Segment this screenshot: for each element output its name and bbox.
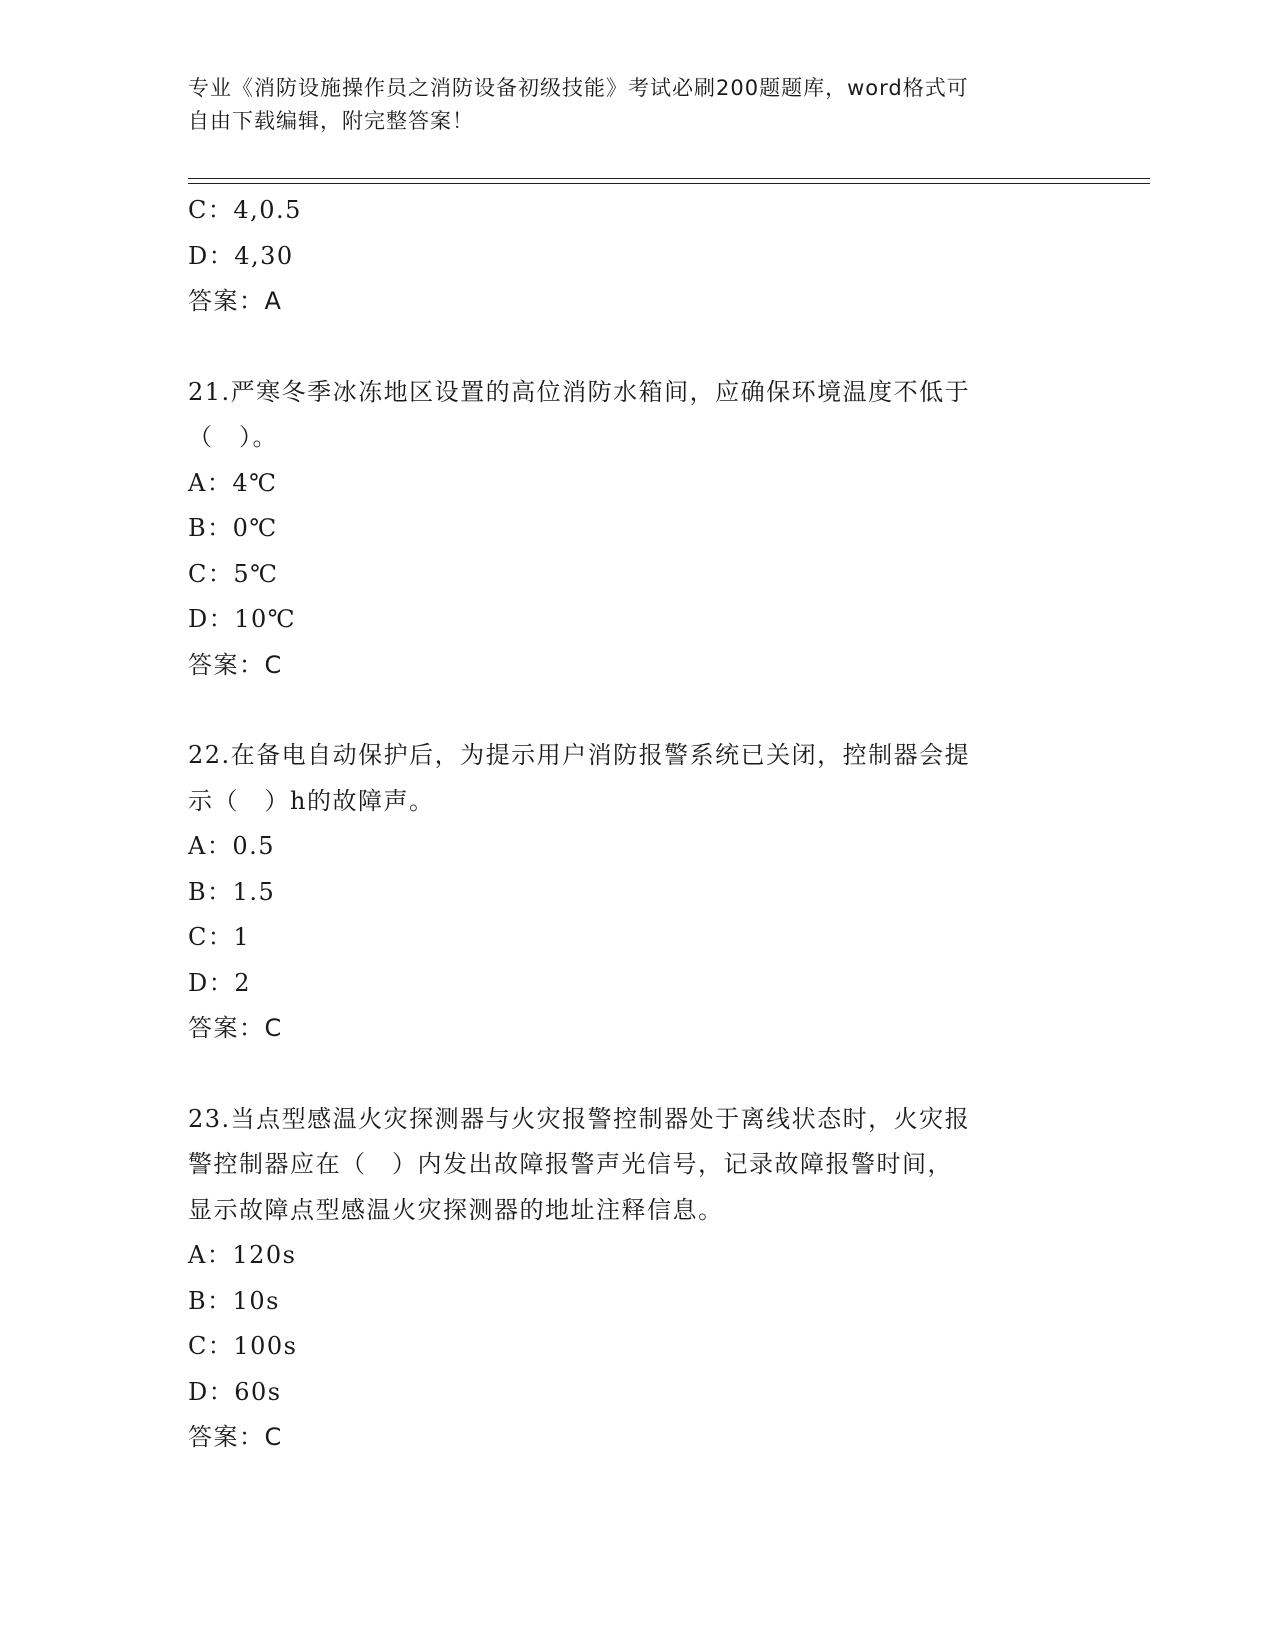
option-a: A：0.5 [188,832,275,860]
option-b: B：0℃ [188,514,278,542]
option-d: D：4,30 [188,241,294,270]
question-text-line-1: 23.当点型感温火灾探测器与火灾报警控制器处于离线状态时，火灾报 [188,1104,971,1133]
header-line-1: 专业《消防设施操作员之消防设备初级技能》考试必刷200题题库，word格式可 [188,76,969,100]
answer: 答案：C [188,1014,283,1042]
option-b: B：1.5 [188,877,276,906]
question-text-line-1: 21.严寒冬季冰冻地区设置的高位消防水箱间，应确保环境温度不低于 [188,377,971,406]
option-b: B：10s [188,1286,280,1315]
header-divider-bottom [188,183,1150,184]
spacer [188,688,1088,733]
question-text-line-2: 警控制器应在（ ）内发出故障报警声光信号，记录故障报警时间， [188,1150,953,1178]
spacer [188,325,1088,370]
document-header [188,72,1068,138]
option-d: D：60s [188,1377,282,1406]
option-a: A：4℃ [188,468,278,497]
header-line-2: 自由下载编辑，附完整答案！ [188,109,474,133]
option-c: C：4,0.5 [188,196,302,224]
question-text-line-1: 22.在备电自动保护后，为提示用户消防报警系统已关闭，控制器会提 [188,741,971,769]
spacer [188,1052,1088,1097]
question-21 [188,370,1088,689]
question-text-line-2: （ ）。 [188,423,278,451]
option-a: A：120s [188,1241,297,1269]
option-c: C：5℃ [188,559,279,588]
question-text-line-3: 显示故障点型感温火灾探测器的地址注释信息。 [188,1195,724,1224]
option-d: D：10℃ [188,605,297,633]
option-d: D：2 [188,968,252,997]
answer: 答案：A [188,287,283,315]
answer: 答案：C [188,1423,283,1451]
option-c: C：100s [188,1332,298,1360]
question-20-tail [188,188,1088,325]
answer: 答案：C [188,650,283,679]
question-22 [188,733,1088,1052]
header-divider-top [188,178,1150,179]
option-c: C：1 [188,923,251,951]
question-text-line-2: 示（ ）h的故障声。 [188,786,435,815]
document-body [188,188,1088,1461]
question-23 [188,1097,1088,1461]
